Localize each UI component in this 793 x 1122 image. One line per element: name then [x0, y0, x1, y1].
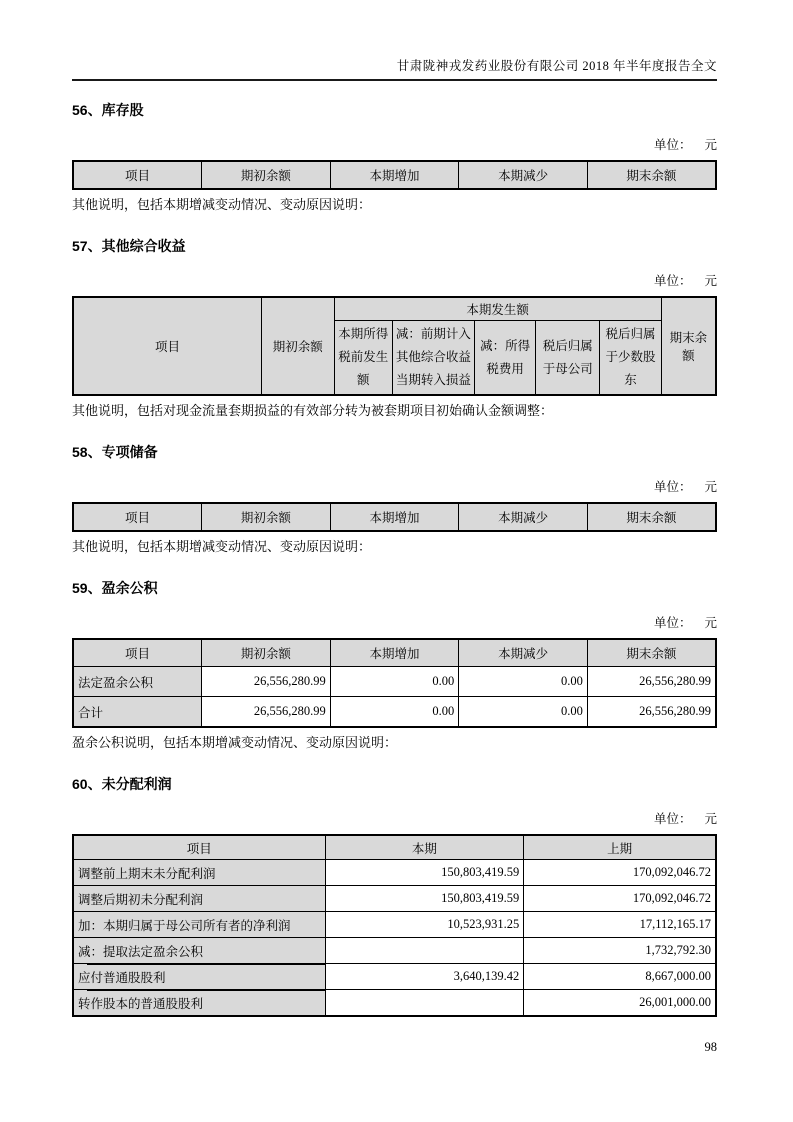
unit-line — [72, 137, 717, 154]
unit-line — [72, 811, 717, 828]
column-group-header: 本期发生额 — [334, 297, 661, 321]
table-header-row — [73, 835, 716, 860]
column-header: 项目 — [73, 161, 202, 189]
unit-label: 单位： — [653, 274, 692, 288]
column-header: 本期增加 — [330, 503, 459, 531]
cell-value: 0.00 — [330, 667, 459, 697]
column-header: 项目 — [73, 639, 202, 667]
column-header: 期末余额 — [661, 297, 716, 395]
section-58-note: 其他说明，包括本期增减变动情况、变动原因说明： — [72, 539, 372, 555]
column-header: 本期所得税前发生额 — [334, 321, 393, 396]
cell-value: 26,001,000.00 — [524, 990, 716, 1017]
section-59-note: 盈余公积说明，包括本期增减变动情况、变动原因说明： — [72, 735, 398, 751]
section-56-title: 56、库存股 — [72, 102, 144, 118]
unit-value: 元 — [704, 812, 717, 827]
column-header: 税后归属于少数股东 — [600, 321, 662, 396]
cell-value: 170,092,046.72 — [524, 886, 716, 912]
cell-value: 26,556,280.99 — [587, 667, 716, 697]
column-header: 本期 — [325, 835, 524, 860]
table-row — [73, 886, 716, 912]
section-56-note: 其他说明，包括本期增减变动情况、变动原因说明： — [72, 197, 372, 212]
row-label: 合计 — [73, 697, 202, 728]
undistributed-profit-table — [72, 834, 717, 1017]
column-header: 上期 — [524, 835, 716, 860]
unit-line — [72, 615, 717, 632]
table-header-row — [73, 503, 716, 531]
cell-value: 170,092,046.72 — [524, 860, 716, 886]
column-header: 期初余额 — [261, 297, 334, 395]
unit-label: 单位： — [653, 138, 692, 152]
cell-value: 150,803,419.59 — [325, 860, 524, 886]
column-header: 期初余额 — [202, 639, 331, 667]
cell-value: 17,112,165.17 — [524, 912, 716, 938]
special-reserve-table — [72, 502, 717, 532]
unit-label: 单位： — [653, 616, 692, 631]
column-header: 期末余额 — [587, 503, 716, 531]
unit-value: 元 — [704, 480, 717, 495]
cell-value: 26,556,280.99 — [202, 697, 331, 728]
cell-value — [325, 938, 524, 964]
row-label: 转作股本的普通股股利 — [73, 990, 325, 1017]
surplus-reserve-table — [72, 638, 717, 728]
table-row — [73, 912, 716, 938]
cell-value: 0.00 — [330, 697, 459, 728]
cell-value: 1,732,792.30 — [524, 938, 716, 964]
section-59-title: 59、盈余公积 — [72, 580, 158, 597]
row-label: 调整前上期末未分配利润 — [73, 860, 325, 886]
table-row — [73, 860, 716, 886]
table-row — [73, 938, 716, 964]
treasury-stock-table — [72, 160, 717, 190]
table-row — [73, 964, 716, 990]
column-header: 本期增加 — [330, 161, 459, 189]
page-number: 98 — [704, 1040, 717, 1054]
column-header: 本期增加 — [330, 639, 459, 667]
section-58-title: 58、专项储备 — [72, 444, 158, 461]
document-header-title: 甘肃陇神戎发药业股份有限公司 2018 年半年度报告全文 — [396, 59, 717, 73]
cell-value: 10,523,931.25 — [325, 912, 524, 938]
section-57-title: 57、其他综合收益 — [72, 238, 186, 254]
row-label: 法定盈余公积 — [73, 667, 202, 697]
table-header-row — [73, 161, 716, 189]
row-label: 减：提取法定盈余公积 — [73, 938, 325, 964]
unit-line — [72, 273, 717, 290]
column-header: 期末余额 — [587, 639, 716, 667]
cell-value: 8,667,000.00 — [524, 964, 716, 990]
column-header: 减：前期计入其他综合收益当期转入损益 — [393, 321, 475, 396]
cell-value: 0.00 — [459, 667, 588, 697]
unit-label: 单位： — [653, 812, 692, 827]
column-header: 期末余额 — [587, 161, 716, 189]
section-60-title: 60、未分配利润 — [72, 776, 172, 793]
document-header — [72, 0, 717, 81]
column-header: 减：所得税费用 — [474, 321, 536, 396]
unit-value: 元 — [704, 274, 717, 288]
column-header: 项目 — [73, 503, 202, 531]
column-header: 本期减少 — [459, 161, 588, 189]
column-header: 税后归属于母公司 — [536, 321, 600, 396]
cell-value: 150,803,419.59 — [325, 886, 524, 912]
unit-label: 单位： — [653, 480, 692, 495]
row-label: 调整后期初未分配利润 — [73, 886, 325, 912]
column-header: 项目 — [73, 297, 261, 395]
cell-value — [325, 990, 524, 1017]
column-header: 本期减少 — [459, 503, 588, 531]
column-header: 期初余额 — [202, 503, 331, 531]
table-header-row — [73, 639, 716, 667]
cell-value: 26,556,280.99 — [587, 697, 716, 728]
column-header: 项目 — [73, 835, 325, 860]
table-row — [73, 697, 716, 728]
column-header: 本期减少 — [459, 639, 588, 667]
cell-value: 0.00 — [459, 697, 588, 728]
unit-line — [72, 479, 717, 496]
row-label: 应付普通股股利 — [73, 964, 325, 990]
other-comprehensive-income-table — [72, 296, 717, 396]
table-header-row — [73, 297, 716, 321]
section-57-note: 其他说明，包括对现金流量套期损益的有效部分转为被套期项目初始确认金额调整： — [72, 403, 554, 419]
table-row — [73, 990, 716, 1017]
column-header: 期初余额 — [202, 161, 331, 189]
cell-value: 3,640,139.42 — [325, 964, 524, 990]
table-row — [73, 667, 716, 697]
unit-value: 元 — [704, 138, 717, 152]
row-label: 加：本期归属于母公司所有者的净利润 — [73, 912, 325, 938]
cell-value: 26,556,280.99 — [202, 667, 331, 697]
unit-value: 元 — [704, 616, 717, 631]
